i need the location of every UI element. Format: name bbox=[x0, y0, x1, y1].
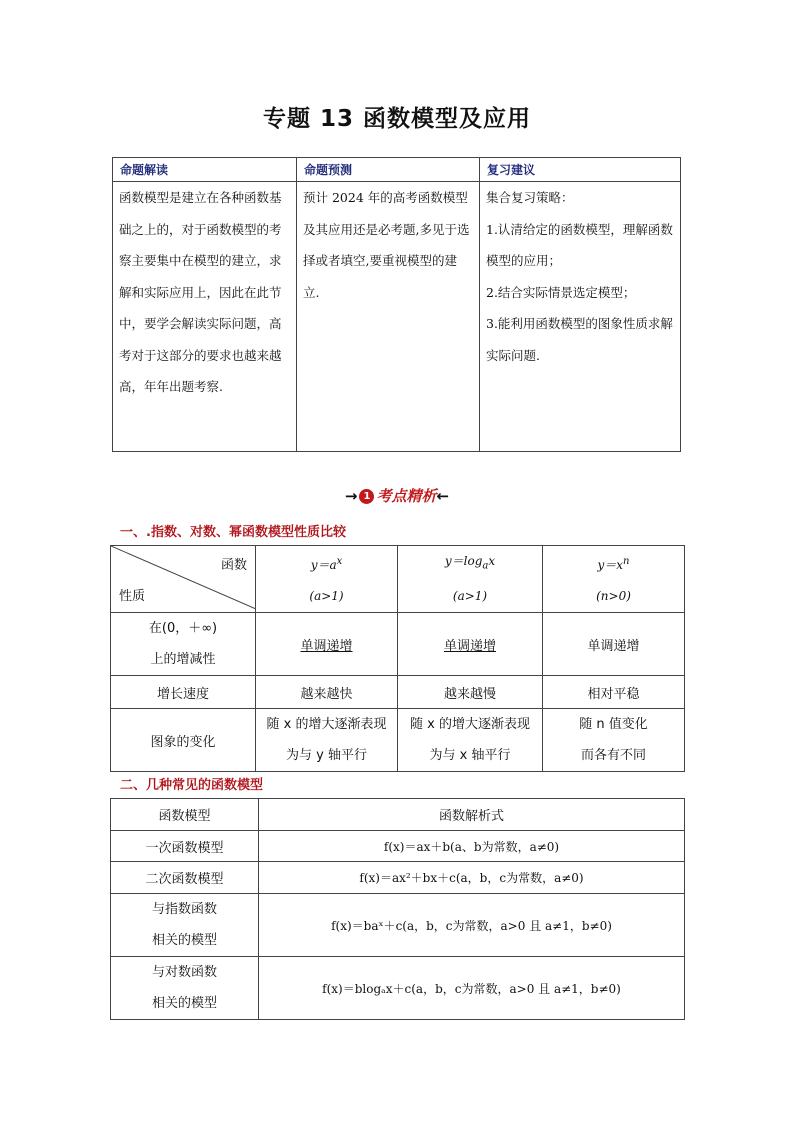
model-name: 二次函数模型 bbox=[111, 862, 259, 894]
table-cell: 相对平稳 bbox=[543, 676, 685, 709]
table-cell: 单调递增 bbox=[543, 613, 685, 676]
model-name: 与对数函数 相关的模型 bbox=[111, 957, 259, 1020]
corner-header bbox=[111, 546, 256, 613]
func-header-exp: $y=a^x$ (a>1) bbox=[256, 546, 398, 613]
prediction-text: 预计 2024 年的高考函数模型及其应用还是必考题,多见于选择或者填空,要重视模型的建立. bbox=[297, 182, 480, 452]
subsection-title-1: 一、.指数、对数、幂函数模型性质比较 bbox=[120, 525, 346, 540]
model-formula: f(x)＝ax²＋bx＋c(a，b，c为常数，a≠0) bbox=[259, 862, 685, 894]
model-formula: f(x)＝blogₐx＋c(a，b，c为常数，a>0 且 a≠1，b≠0) bbox=[259, 957, 685, 1020]
model-name: 与指数函数 相关的模型 bbox=[111, 894, 259, 957]
table-cell: 随 n 值变化 而各有不同 bbox=[543, 709, 685, 772]
table-row bbox=[111, 957, 685, 1020]
header-prediction: 命题预测 bbox=[297, 158, 480, 182]
table-row bbox=[111, 862, 685, 894]
table-row bbox=[111, 831, 685, 862]
row-label-graph: 图象的变化 bbox=[111, 709, 256, 772]
table-row bbox=[111, 676, 685, 709]
intro-table bbox=[112, 157, 681, 452]
table-header-row bbox=[111, 799, 685, 831]
arrow-left-icon: ← bbox=[436, 487, 450, 505]
table-cell: 越来越快 bbox=[256, 676, 398, 709]
table-cell: 单调递增 bbox=[398, 613, 543, 676]
interpretation-text: 函数模型是建立在各种函数基础之上的，对于函数模型的考察主要集中在模型的建立，求解和实际应用上，因此在此节中，要学会解读实际问题，高考对于这部分的要求也越来越高，年年出题考察. bbox=[113, 182, 297, 452]
func-header-log: $y=\log_ax$ (a>1) bbox=[398, 546, 543, 613]
advice-item: 1.认清给定的函数模型，理解函数模型的应用； bbox=[486, 221, 673, 268]
advice-list bbox=[480, 182, 681, 452]
row-label-growth: 增长速度 bbox=[111, 676, 256, 709]
advice-item: 3.能利用函数模型的图象性质求解实际问题. bbox=[486, 316, 673, 363]
model-formula: f(x)＝baˣ＋c(a，b，c为常数，a>0 且 a≠1，b≠0) bbox=[259, 894, 685, 957]
subsection-title-2: 二、几种常见的函数模型 bbox=[120, 778, 264, 793]
models-table bbox=[110, 798, 685, 1020]
table-cell: 随 x 的增大逐渐表现 为与 x 轴平行 bbox=[398, 709, 543, 772]
func-header-power: $y=x^n$ (n>0) bbox=[543, 546, 685, 613]
arrow-right-icon: → bbox=[344, 487, 358, 505]
table-row bbox=[111, 894, 685, 957]
model-name: 一次函数模型 bbox=[111, 831, 259, 862]
corner-function-label: 函数 bbox=[220, 558, 247, 573]
row-label-monotonicity: 在(0，＋∞) 上的增减性 bbox=[111, 613, 256, 676]
model-formula: f(x)＝ax＋b(a、b为常数，a≠0) bbox=[259, 831, 685, 862]
properties-table bbox=[110, 545, 685, 772]
section-heading bbox=[0, 485, 794, 506]
corner-property-label: 性质 bbox=[119, 589, 146, 605]
advice-lead: 集合复习策略： bbox=[486, 190, 574, 205]
header-advice: 复习建议 bbox=[480, 158, 681, 182]
header-interpretation: 命题解读 bbox=[113, 158, 297, 182]
page-title: 专题 13 函数模型及应用 bbox=[262, 106, 532, 132]
table-cell: 单调递增 bbox=[256, 613, 398, 676]
table-row bbox=[111, 613, 685, 676]
advice-item: 2.结合实际情景选定模型； bbox=[486, 284, 636, 300]
table-row bbox=[111, 709, 685, 772]
number-badge: 1 bbox=[359, 489, 374, 504]
table-cell: 随 x 的增大逐渐表现 为与 y 轴平行 bbox=[256, 709, 398, 772]
header-formula: 函数解析式 bbox=[259, 799, 685, 831]
section-label: 考点精析 bbox=[376, 487, 437, 505]
header-model: 函数模型 bbox=[111, 799, 259, 831]
table-cell: 越来越慢 bbox=[398, 676, 543, 709]
